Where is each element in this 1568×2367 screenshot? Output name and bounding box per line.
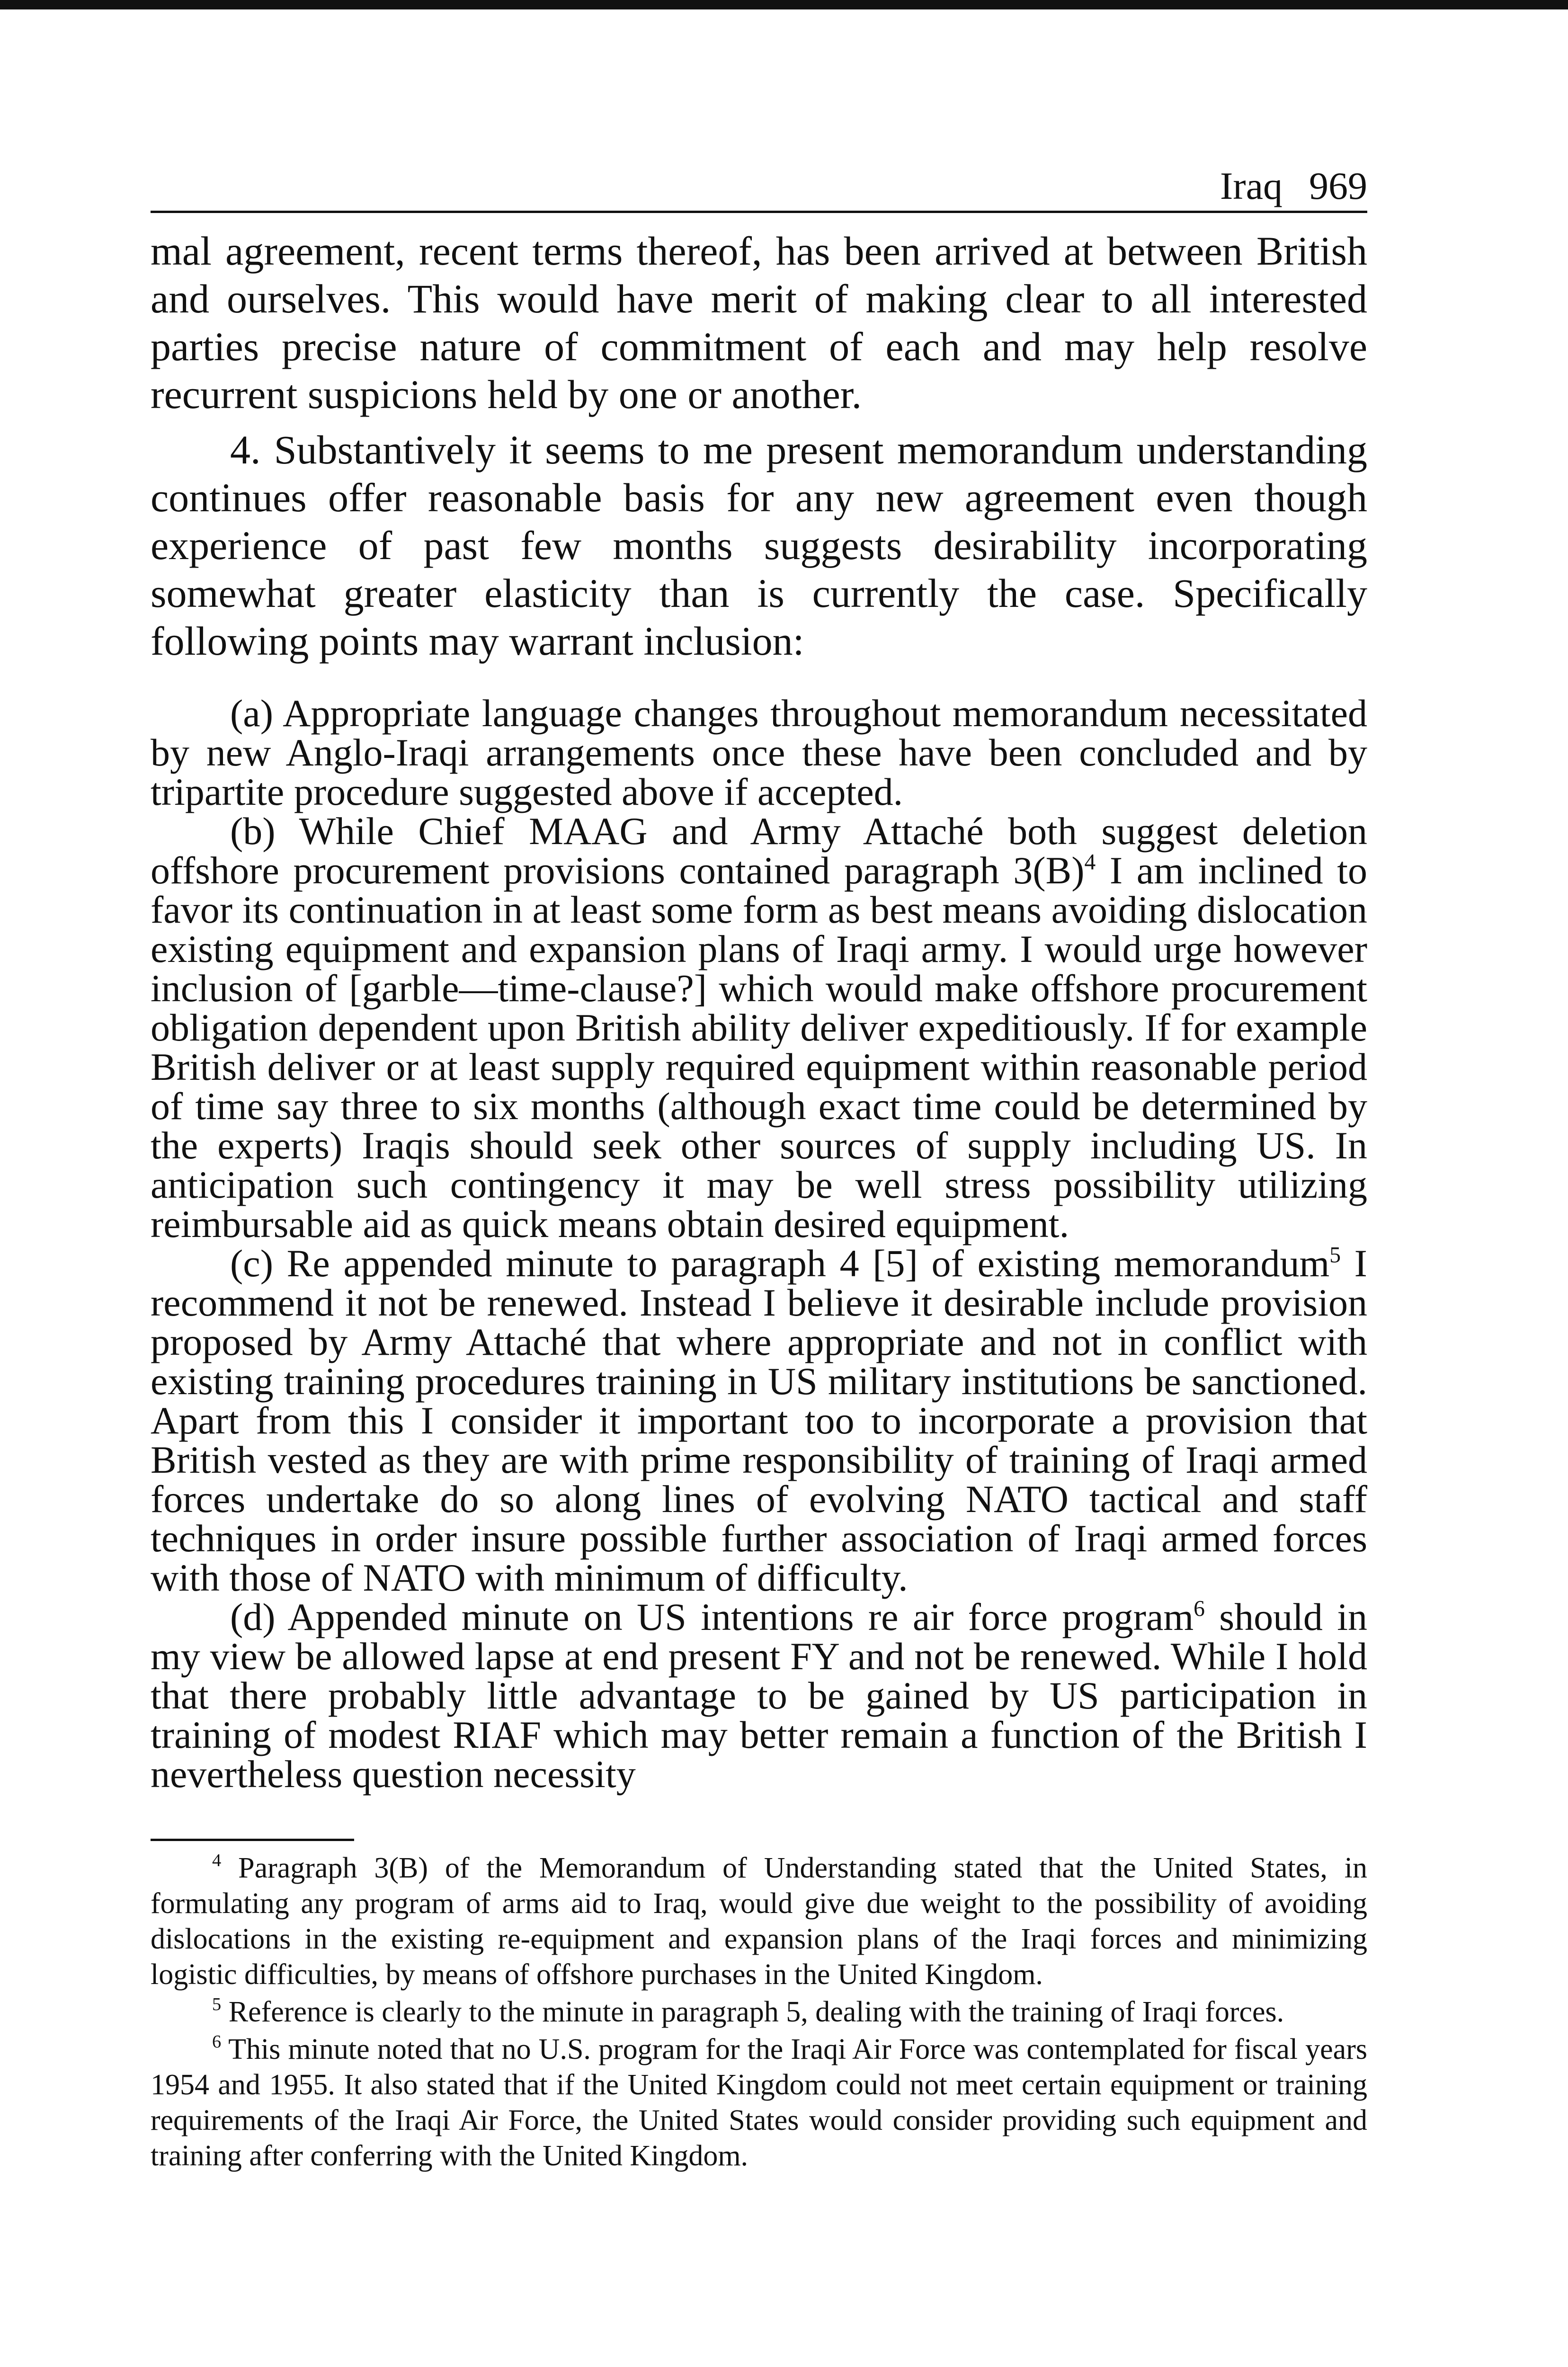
footnote-6 [151, 2032, 1367, 2174]
point-c-text-1: (c) Re appended minute to paragraph 4 [5] of existing memorandum [230, 1242, 1330, 1285]
point-b [151, 811, 1367, 1244]
point-b-text-1: (b) While Chief MAAG and Army Attaché both suggest deletion offshore procurement provisions contained paragraph 3(B) [151, 810, 1367, 892]
point-a: (a) Appropriate language changes throughout memorandum necessitated by new Anglo-Iraqi arrangements once these have been concluded and by tripartite procedure suggested above if accepted. [151, 692, 1367, 813]
footnote-4 [151, 1851, 1367, 1993]
footnote-mark: 6 [212, 2032, 222, 2052]
document-page [151, 161, 1367, 2176]
running-head [151, 161, 1367, 213]
point-c [151, 1244, 1367, 1597]
footnote-text: Paragraph 3(B) of the Memorandum of Understanding stated that the United States, in formulating any program of arms aid to Iraq, would give due weight to the possibility of avoiding dislocations in the existing re-equipment and expansion plans of the Iraqi forces and minimizing logistic difficulties, by means of offshore purchases in the United Kingdom. [151, 1852, 1367, 1991]
running-head-title: Iraq [1220, 164, 1283, 207]
footnote-mark: 4 [212, 1851, 222, 1871]
recommendation-points [151, 694, 1367, 1794]
point-b-text-2: I am inclined to favor its continuation in at least some form as best means avoiding dislocation existing equipment and expansion plans of Iraqi army. I would urge however inclusion of [garble—time-clause?] which would make offshore procurement obligation dependent upon British ability deliver expeditiously. If for example British deliver or at least supply required equipment within reasonable period of time say three to six months (although exact time could be determined by the experts) Iraqis should seek other sources of supply including US. In anticipation such contingency it may be well stress possibility utilizing reimbursable aid as quick means obtain desired equipment. [151, 849, 1368, 1246]
page-number: 969 [1309, 164, 1367, 207]
footnote-text: Reference is clearly to the minute in paragraph 5, dealing with the training of Iraqi forces. [228, 1996, 1284, 2028]
scan-top-border [0, 0, 1568, 9]
point-c-text-2: I recommend it not be renewed. Instead I believe it desirable include provision proposed by Army Attaché that where appropriate and not in conflict with existing training procedures training in US military institutions be sanctioned. Apart from this I consider it important too to incorporate a provision that British vested as they are with prime responsibility of training of Iraqi armed forces undertake do so along lines of evolving NATO tactical and staff techniques in order insure possible further association of Iraqi armed forces with those of NATO with minimum of difficulty. [151, 1242, 1367, 1599]
footnote-divider [151, 1839, 354, 1841]
footnote-5 [151, 1994, 1367, 2030]
footnote-mark: 5 [212, 1994, 222, 2015]
footnote-ref-5: 5 [1329, 1243, 1341, 1268]
footnotes [151, 1851, 1367, 2174]
footnote-ref-6: 6 [1194, 1596, 1205, 1621]
paragraph-continued: mal agreement, recent terms thereof, has been arrived at between British and ourselves. This would have merit of making clear to all interested parties precise nature of commitment of each and may help resolve recurrent suspicions held by one or another. [151, 228, 1367, 417]
body-text [151, 227, 1367, 665]
point-d [151, 1597, 1367, 1794]
footnote-text: This minute noted that no U.S. program for the Iraqi Air Force was contemplated for fiscal years 1954 and 1955. It also stated that if the United Kingdom could not meet certain equipment or training requirements of the Iraqi Air Force, the United States would consider providing such equipment and training after conferring with the United Kingdom. [151, 2033, 1367, 2172]
point-d-text-1: (d) Appended minute on US intentions re air force program [230, 1595, 1194, 1638]
point-d-text-2: should in my view be allowed lapse at end present FY and not be renewed. While I hold that there probably little advantage to be gained by US participation in training of modest RIAF which may better remain a function of the British I nevertheless question necessity [151, 1595, 1367, 1796]
footnote-ref-4: 4 [1084, 850, 1096, 875]
paragraph-4: 4. Substantively it seems to me present memorandum understanding continues offer reasonable basis for any new agreement even though experience of past few months suggests desirability incorporating somewhat greater elasticity than is currently the case. Specifically following points may warrant inclusion: [151, 427, 1367, 664]
running-head-right [1220, 162, 1367, 210]
